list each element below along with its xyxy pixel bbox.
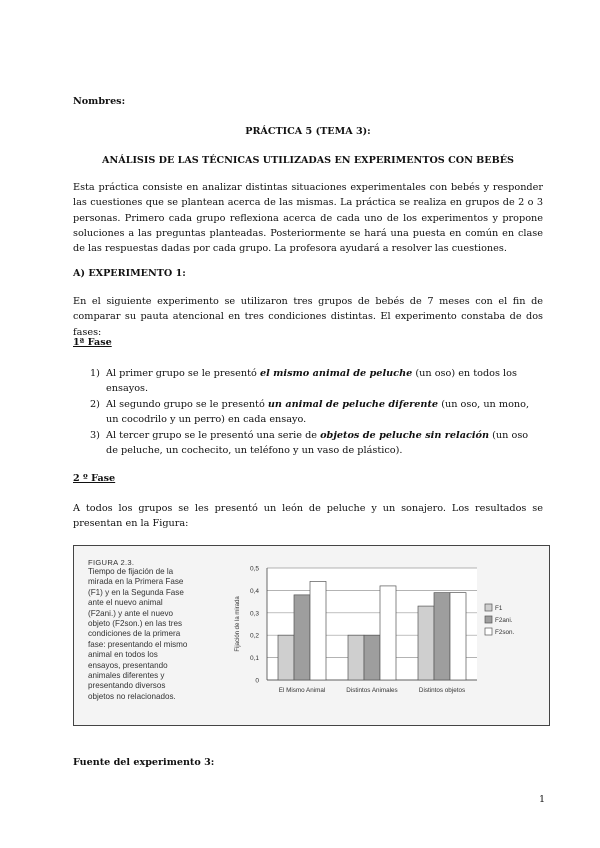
page-number: 1 bbox=[539, 794, 546, 805]
x-category-label: Distintos Animales bbox=[346, 687, 398, 694]
legend-label: F1 bbox=[495, 605, 503, 612]
list-text: Al segundo grupo se le presentó un animal de peluche diferente (un oso, un mono, un cocodrilo y un perro) en cada ensayo. bbox=[106, 399, 530, 426]
experiment1-heading: A) EXPERIMENTO 1: bbox=[73, 268, 186, 279]
caption-line: animal en todos los bbox=[88, 650, 158, 660]
caption-line: mirada en la Primera Fase bbox=[88, 577, 184, 587]
caption-line: (F2ani.) y ante el nuevo bbox=[88, 608, 174, 618]
legend-label: F2son. bbox=[495, 629, 515, 636]
legend-swatch bbox=[485, 604, 492, 611]
y-tick-label: 0,4 bbox=[249, 587, 259, 595]
caption-line: objeto (F2son.) en las tres bbox=[88, 619, 183, 629]
bar-f1 bbox=[348, 635, 364, 680]
caption-line: (F1) y en la Segunda Fase bbox=[88, 587, 184, 597]
caption-line: animales diferentes y bbox=[88, 671, 165, 681]
nombres-label: Nombres: bbox=[73, 96, 126, 107]
list-number: 1) bbox=[90, 368, 100, 379]
list-text: Al tercer grupo se le presentó una serie de objetos de peluche sin relación (un oso de peluche, un cochecito, un teléfono y un vaso de plástico). bbox=[106, 430, 529, 457]
fuente-label: Fuente del experimento 3: bbox=[73, 757, 215, 768]
caption-line: presentando diversos bbox=[88, 681, 166, 691]
bar-f1 bbox=[418, 606, 434, 680]
bar-f2son bbox=[450, 593, 466, 680]
list-number: 3) bbox=[90, 430, 100, 441]
y-tick-label: 0,3 bbox=[249, 610, 259, 618]
legend-swatch bbox=[485, 616, 492, 623]
list-number: 2) bbox=[90, 399, 100, 410]
bar-f1 bbox=[278, 635, 294, 680]
y-axis-label: Fijación de la mirada bbox=[235, 596, 241, 652]
bar-f2ani bbox=[434, 593, 450, 680]
bar-f2son bbox=[380, 586, 396, 680]
bar-chart bbox=[214, 556, 544, 716]
legend-swatch bbox=[485, 628, 492, 635]
caption-line: ensayos, presentando bbox=[88, 660, 168, 670]
caption-body bbox=[88, 567, 187, 702]
figure-panel bbox=[73, 545, 550, 726]
y-tick-label: 0 bbox=[255, 677, 259, 685]
phase2-label: 2 º Fase bbox=[73, 473, 116, 484]
caption-line: condiciones de la primera bbox=[88, 629, 181, 639]
legend-label: F2ani. bbox=[495, 617, 513, 624]
phase2-text: A todos los grupos se les presentó un león de peluche y un sonajero. Los resultados se presentan en la Figura: bbox=[73, 503, 543, 530]
bar-f2son bbox=[310, 581, 326, 680]
y-tick-label: 0,2 bbox=[249, 632, 259, 640]
x-category-label: El Mismo Animal bbox=[278, 687, 326, 694]
bar-f2ani bbox=[364, 635, 380, 680]
bar-f2ani bbox=[294, 595, 310, 680]
x-category-label: Distintos objetos bbox=[418, 687, 466, 694]
y-tick-label: 0,1 bbox=[249, 655, 259, 663]
caption-line: ante el nuevo animal bbox=[88, 598, 163, 608]
caption-line: Tiempo de fijación de la bbox=[88, 567, 174, 576]
main-title: ANÁLISIS DE LAS TÉCNICAS UTILIZADAS EN EXPERIMENTOS CON BEBÉS bbox=[102, 155, 514, 166]
caption-line: fase: presentando el mismo bbox=[88, 639, 188, 649]
practice-title: PRÁCTICA 5 (TEMA 3): bbox=[245, 126, 371, 137]
list-text: Al primer grupo se le presentó el mismo animal de peluche (un oso) en todos los ensayos. bbox=[106, 368, 517, 395]
intro-paragraph: Esta práctica consiste en analizar distintas situaciones experimentales con bebés y responder las cuestiones que se plantean acerca de las mismas. La práctica se realiza en grupos de 2 o 3 personas. Primero cada grupo reflexiona acerca de cada uno de los experimentos y propone soluciones a las preguntas planteadas. Posteriormente se hará una puesta en común en clase de las respuestas dadas por cada grupo. La profesora ayudará a resolver las cuestiones. bbox=[73, 182, 543, 255]
figure-caption bbox=[88, 558, 187, 702]
y-tick-label: 0,5 bbox=[249, 565, 259, 573]
caption-line: objetos no relacionados. bbox=[88, 691, 176, 701]
experiment1-description: En el siguiente experimento se utilizaron tres grupos de bebés de 7 meses con el fin de comparar su pauta atencional en tres condiciones distintas. El experimento constaba de dos fases: bbox=[73, 296, 543, 338]
caption-title: FIGURA 2.3. bbox=[88, 558, 135, 567]
phase1-label: 1ª Fase bbox=[73, 337, 112, 348]
